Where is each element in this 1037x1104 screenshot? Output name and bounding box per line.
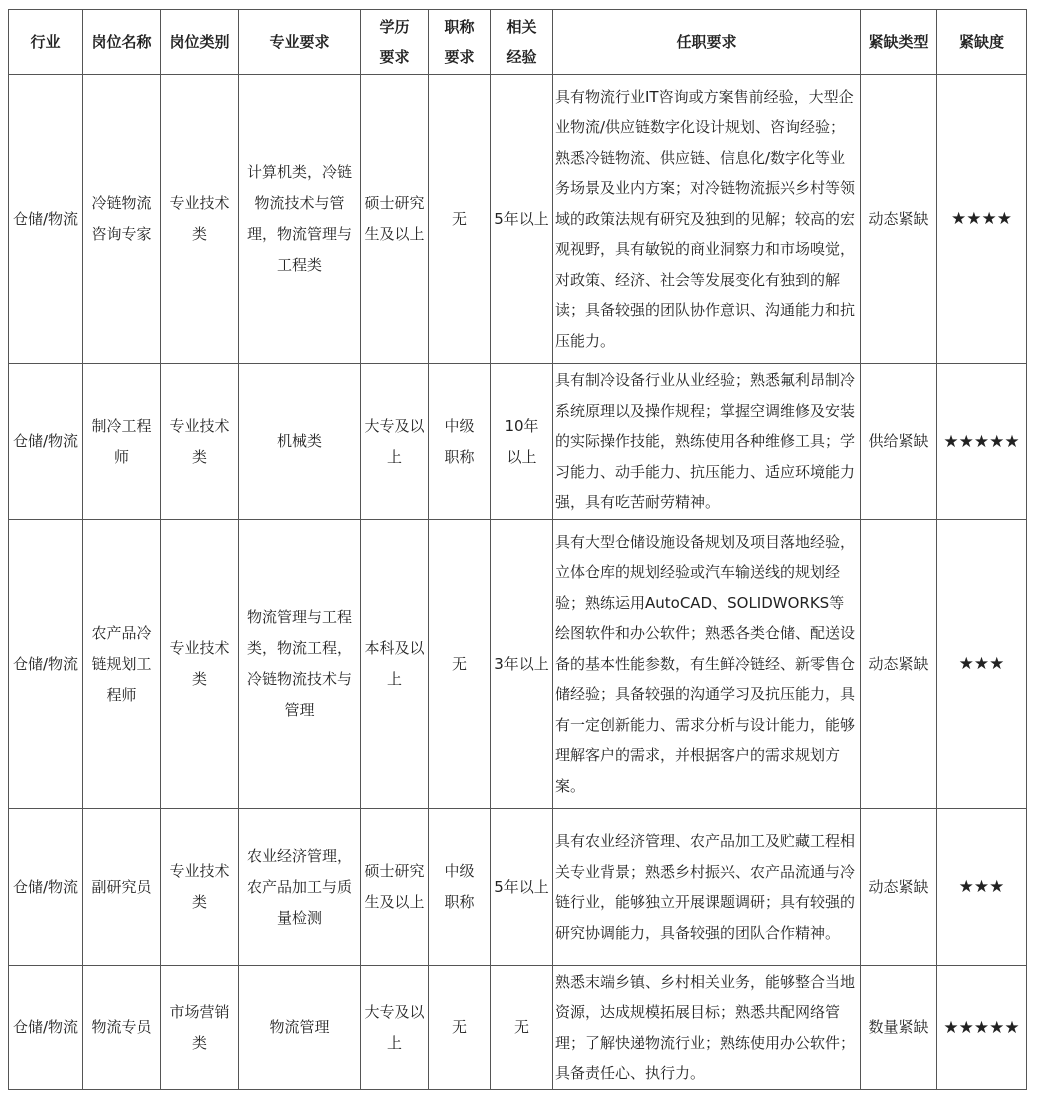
job-name-cell: 制冷工程师 [83,364,161,520]
shortage-level-stars: ★★★★ [937,75,1027,364]
job-name-cell: 农产品冷链规划工程师 [83,520,161,809]
industry-cell: 仓储/物流 [9,75,83,364]
shortage-level-stars: ★★★ [937,520,1027,809]
requirements-cell: 具有制冷设备行业从业经验；熟悉氟利昂制冷系统原理以及操作规程；掌握空调维修及安装的实际操作技能，熟练使用各种维修工具；学习能力、动手能力、抗压能力、适应环境能力强，具有吃苦耐劳精神。 [553,364,861,520]
shortage-level-stars: ★★★★★ [937,966,1027,1090]
job-name-cell: 物流专员 [83,966,161,1090]
experience-cell: 3年以上 [491,520,553,809]
major-cell: 计算机类，冷链物流技术与管理，物流管理与工程类 [239,75,361,364]
title-requirement-cell: 无 [429,75,491,364]
header-shortage-level: 紧缺度 [937,10,1027,75]
industry-cell: 仓储/物流 [9,809,83,966]
header-experience: 相关经验 [491,10,553,75]
job-name-cell: 冷链物流咨询专家 [83,75,161,364]
shortage-level-stars: ★★★ [937,809,1027,966]
experience-cell: 5年以上 [491,75,553,364]
title-requirement-cell: 无 [429,966,491,1090]
shortage-level-stars: ★★★★★ [937,364,1027,520]
table-row [9,966,1027,1090]
requirements-cell: 具有大型仓储设施设备规划及项目落地经验，立体仓库的规划经验或汽车输送线的规划经验；熟练运用AutoCAD、SOLIDWORKS等绘图软件和办公软件；熟悉各类仓储、配送设备的基本性能参数，有生鲜冷链经、新零售仓储经验；具备较强的沟通学习及抗压能力，具有一定创新能力、需求分析与设计能力，能够理解客户的需求，并根据客户的需求规划方案。 [553,520,861,809]
experience-cell: 5年以上 [491,809,553,966]
education-cell: 大专及以上 [361,364,429,520]
job-category-cell: 专业技术类 [161,75,239,364]
talent-shortage-table [8,9,1027,1090]
education-cell: 大专及以上 [361,966,429,1090]
job-name-cell: 副研究员 [83,809,161,966]
shortage-type-cell: 动态紧缺 [861,75,937,364]
major-cell: 物流管理与工程类，物流工程，冷链物流技术与管理 [239,520,361,809]
requirements-cell: 具有物流行业IT咨询或方案售前经验，大型企业物流/供应链数字化设计规划、咨询经验；熟悉冷链物流、供应链、信息化/数字化等业务场景及业内方案；对冷链物流振兴乡村等领域的政策法规有研究及独到的见解；较高的宏观视野，具有敏锐的商业洞察力和市场嗅觉，对政策、经济、社会等发展变化有独到的解读；具备较强的团队协作意识、沟通能力和抗压能力。 [553,75,861,364]
shortage-type-cell: 数量紧缺 [861,966,937,1090]
experience-cell: 无 [491,966,553,1090]
title-requirement-cell: 中级职称 [429,809,491,966]
header-shortage-type: 紧缺类型 [861,10,937,75]
requirements-cell: 具有农业经济管理、农产品加工及贮藏工程相关专业背景；熟悉乡村振兴、农产品流通与冷链行业，能够独立开展课题调研；具有较强的研究协调能力，具备较强的团队合作精神。 [553,809,861,966]
shortage-type-cell: 动态紧缺 [861,809,937,966]
header-major: 专业要求 [239,10,361,75]
requirements-cell: 熟悉末端乡镇、乡村相关业务，能够整合当地资源，达成规模拓展目标；熟悉共配网络管理；了解快递物流行业；熟练使用办公软件；具备责任心、执行力。 [553,966,861,1090]
header-industry: 行业 [9,10,83,75]
industry-cell: 仓储/物流 [9,364,83,520]
shortage-type-cell: 供给紧缺 [861,364,937,520]
table-row [9,809,1027,966]
major-cell: 物流管理 [239,966,361,1090]
header-job-category: 岗位类别 [161,10,239,75]
experience-cell: 10年以上 [491,364,553,520]
header-requirements: 任职要求 [553,10,861,75]
job-category-cell: 市场营销类 [161,966,239,1090]
title-requirement-cell: 中级职称 [429,364,491,520]
industry-cell: 仓储/物流 [9,966,83,1090]
table-row [9,520,1027,809]
major-cell: 农业经济管理，农产品加工与质量检测 [239,809,361,966]
header-title-requirement: 职称要求 [429,10,491,75]
shortage-type-cell: 动态紧缺 [861,520,937,809]
job-category-cell: 专业技术类 [161,520,239,809]
header-row [9,10,1027,75]
education-cell: 硕士研究生及以上 [361,75,429,364]
header-job-name: 岗位名称 [83,10,161,75]
industry-cell: 仓储/物流 [9,520,83,809]
job-category-cell: 专业技术类 [161,809,239,966]
header-education: 学历要求 [361,10,429,75]
title-requirement-cell: 无 [429,520,491,809]
job-category-cell: 专业技术类 [161,364,239,520]
major-cell: 机械类 [239,364,361,520]
education-cell: 本科及以上 [361,520,429,809]
table-row [9,364,1027,520]
education-cell: 硕士研究生及以上 [361,809,429,966]
table-row [9,75,1027,364]
